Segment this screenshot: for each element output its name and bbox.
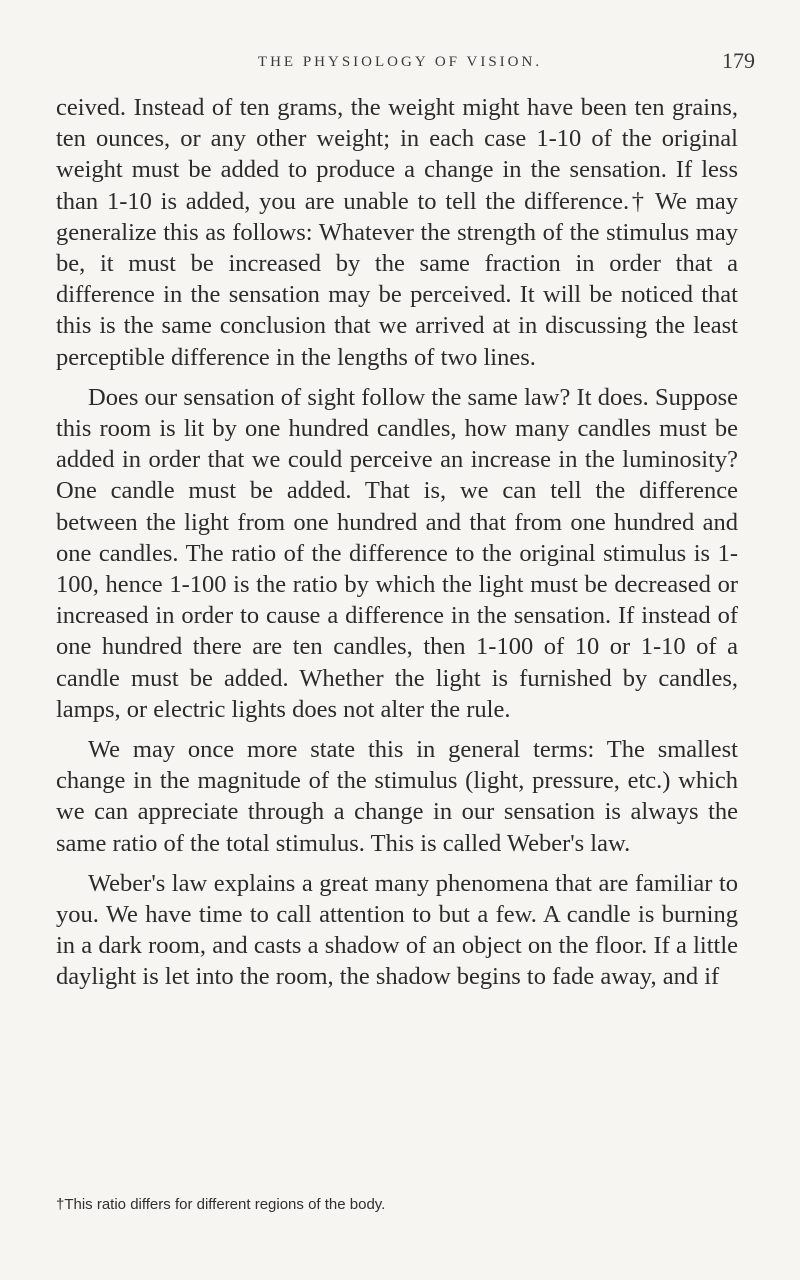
paragraph-general-terms: We may once more state this in general terms: The smallest change in the magnitude of the stimulus (light, pressure, etc.) which we can appreciate through a change in our sensation is always the same ratio of the total stimulus. This is called Weber's law. [56, 736, 738, 857]
paragraph-continued: ceived. Instead of ten grams, the weight might have been ten grains, ten ounces, or any other weight; in each case 1-10 of the original weight must be added to produce a change in the sensation. If less than 1-10 is added, you are unable to tell the difference.† We may generalize this as follows: Whatever the strength of the stimulus may be, it must be increased by the same fraction in order that a difference in the sensation may be perceived. It will be noticed that this is the same conclusion that we arrived at in discussing the least perceptible difference in the lengths of two lines. [56, 94, 738, 371]
paragraph-sight-law: Does our sensation of sight follow the same law? It does. Suppose this room is lit by one hundred candles, how many candles must be added in order that we could perceive an increase in the luminosity? One candle must be added. That is, we can tell the difference between the light from one hundred and that from one hundred and one candles. The ratio of the difference to the original stimulus is 1-100, hence 1-100 is the ratio by which the light must be decreased or increased in order to cause a difference in the sensation. If instead of one hundred there are ten candles, then 1-100 of 10 or 1-10 of a candle must be added. Whether the light is furnished by candles, lamps, or electric lights does not alter the rule. [56, 383, 738, 723]
body-text [56, 92, 738, 993]
paragraph-webers-law-phenomena: Weber's law explains a great many phenomena that are familiar to you. We have time to call attention to but a few. A candle is burning in a dark room, and casts a shadow of an object on the floor. If a little daylight is let into the room, the shadow begins to fade away, and if [56, 869, 738, 991]
running-title: THE PHYSIOLOGY OF VISION. [257, 54, 543, 70]
footnote: †This ratio differs for different regions of the body. [56, 1196, 386, 1213]
page-number: 179 [722, 48, 755, 73]
